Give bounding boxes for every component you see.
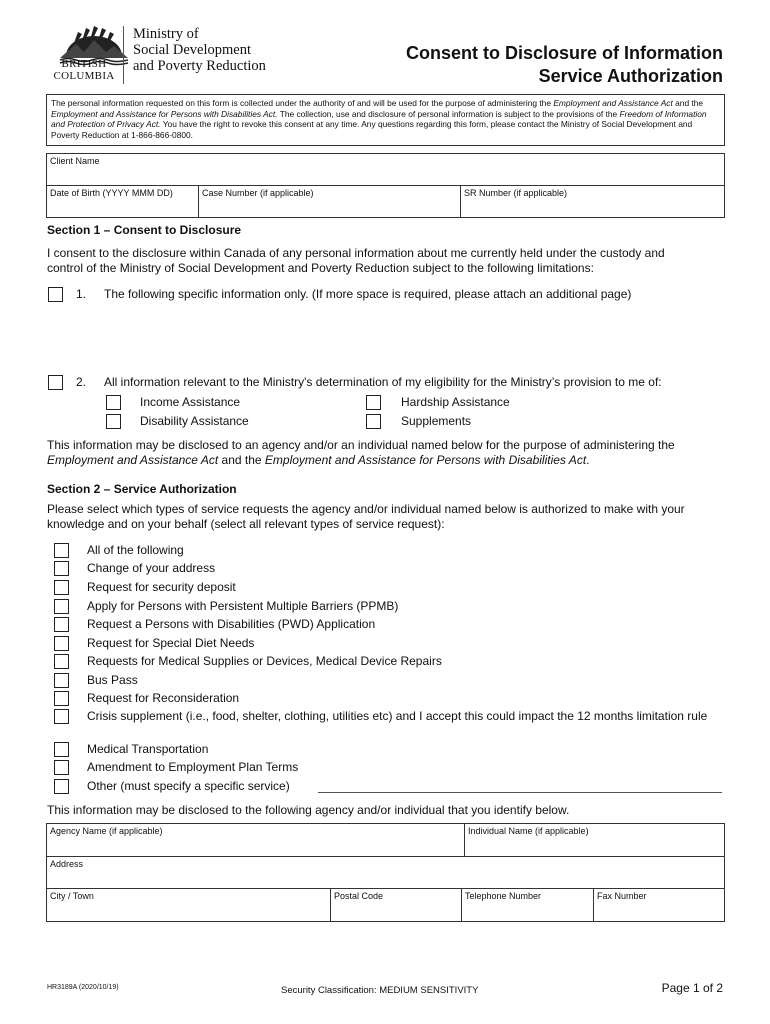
income-assistance-checkbox[interactable] [106, 395, 121, 410]
ministry-name: Ministry of Social Development and Poverty Reduction [133, 26, 266, 74]
service-checkbox[interactable] [54, 599, 69, 614]
disability-assistance-checkbox[interactable] [106, 414, 121, 429]
section1-intro: I consent to the disclosure within Canada of any personal information about me currently held under the custody and control of the Ministry of Social Development and Poverty Reduction subject to the following limitations: [47, 246, 665, 275]
hardship-assistance-checkbox[interactable] [366, 395, 381, 410]
service-checkbox[interactable] [54, 654, 69, 669]
service-checkbox[interactable] [54, 617, 69, 632]
case-number-field[interactable]: Case Number (if applicable) [202, 188, 314, 198]
option1-checkbox[interactable] [48, 287, 63, 302]
service-checkbox[interactable] [54, 543, 69, 558]
supplements-label: Supplements [401, 414, 472, 428]
option1-number: 1. [76, 287, 87, 301]
client-info-table [46, 153, 725, 218]
service-checkbox[interactable] [54, 691, 69, 706]
service-checkbox[interactable] [54, 760, 69, 775]
city-town-field[interactable]: City / Town [50, 891, 94, 901]
section2-intro: Please select which types of service requests the agency and/or individual named below is authorized to make with your knowledge and on your behalf (select all relevant types of service request): [47, 502, 685, 531]
logo-divider [123, 26, 124, 84]
income-assistance-label: Income Assistance [140, 395, 241, 409]
disability-assistance-label: Disability Assistance [140, 414, 249, 428]
row-divider [47, 888, 724, 889]
postal-code-field[interactable]: Postal Code [334, 891, 384, 901]
address-field[interactable]: Address [50, 859, 84, 869]
telephone-field[interactable]: Telephone Number [465, 891, 542, 901]
sr-number-field[interactable]: SR Number (if applicable) [464, 188, 568, 198]
section1-disclosure: This information may be disclosed to an agency and/or an individual named below for the purpose of administering the Employment and Assistance Act and the Employment and Assistance for Persons with Disabilities Act. [47, 438, 675, 467]
service-checkbox[interactable] [54, 742, 69, 757]
row-divider [47, 185, 724, 186]
individual-name-field[interactable]: Individual Name (if applicable) [468, 826, 589, 836]
other-service-input-line[interactable] [318, 792, 722, 793]
section1-heading: Section 1 – Consent to Disclosure [47, 223, 242, 237]
date-of-birth-field[interactable]: Date of Birth (YYYY MMM DD) [50, 188, 173, 198]
agency-disclosure-note: This information may be disclosed to the following agency and/or individual that you identify below. [47, 803, 570, 817]
supplements-checkbox[interactable] [366, 414, 381, 429]
form-code: HR3189A (2020/10/19) [47, 984, 119, 991]
logo-wordmark: BRITISH COLUMBIA [53, 58, 115, 82]
service-checkbox[interactable] [54, 779, 69, 794]
column-divider [198, 185, 199, 217]
service-checkbox[interactable] [54, 709, 69, 724]
agency-info-table [46, 823, 725, 922]
service-checkbox[interactable] [54, 580, 69, 595]
option2-number: 2. [76, 375, 87, 389]
option2-checkbox[interactable] [48, 375, 63, 390]
service-checkbox[interactable] [54, 636, 69, 651]
column-divider [460, 185, 461, 217]
option2-label: All information relevant to the Ministry's determination of my eligibility for the Ministry’s provision to me of: [104, 375, 662, 389]
row-divider [47, 856, 724, 857]
column-divider [464, 824, 465, 856]
column-divider [461, 888, 462, 921]
hardship-assistance-label: Hardship Assistance [401, 395, 510, 409]
section2-heading: Section 2 – Service Authorization [47, 482, 237, 496]
column-divider [593, 888, 594, 921]
form-title: Consent to Disclosure of Information Service Authorization [405, 43, 723, 86]
security-classification: Security Classification: MEDIUM SENSITIVITY [281, 985, 479, 996]
client-name-field[interactable]: Client Name [50, 156, 100, 166]
privacy-notice: The personal information requested on this form is collected under the authority of and will be used for the purpose of administering the Employment and Assistance Act and the Employment and Assistance for Persons with Disabilities Act. The collection, use and disclosure of personal information is subject to the provisions of the Freedom of Information and Protection of Privacy Act. You have the right to revoke this consent at any time. Any questions regarding this form, please contact the Ministry of Social Development and Poverty Reduction at 1-866-866-0800. [46, 94, 725, 146]
agency-name-field[interactable]: Agency Name (if applicable) [50, 826, 163, 836]
column-divider [330, 888, 331, 921]
option1-label: The following specific information only. (If more space is required, please attach an additional page) [104, 287, 632, 301]
service-checkbox[interactable] [54, 673, 69, 688]
service-checkbox[interactable] [54, 561, 69, 576]
page-number: Page 1 of 2 [661, 981, 723, 995]
fax-field[interactable]: Fax Number [597, 891, 647, 901]
